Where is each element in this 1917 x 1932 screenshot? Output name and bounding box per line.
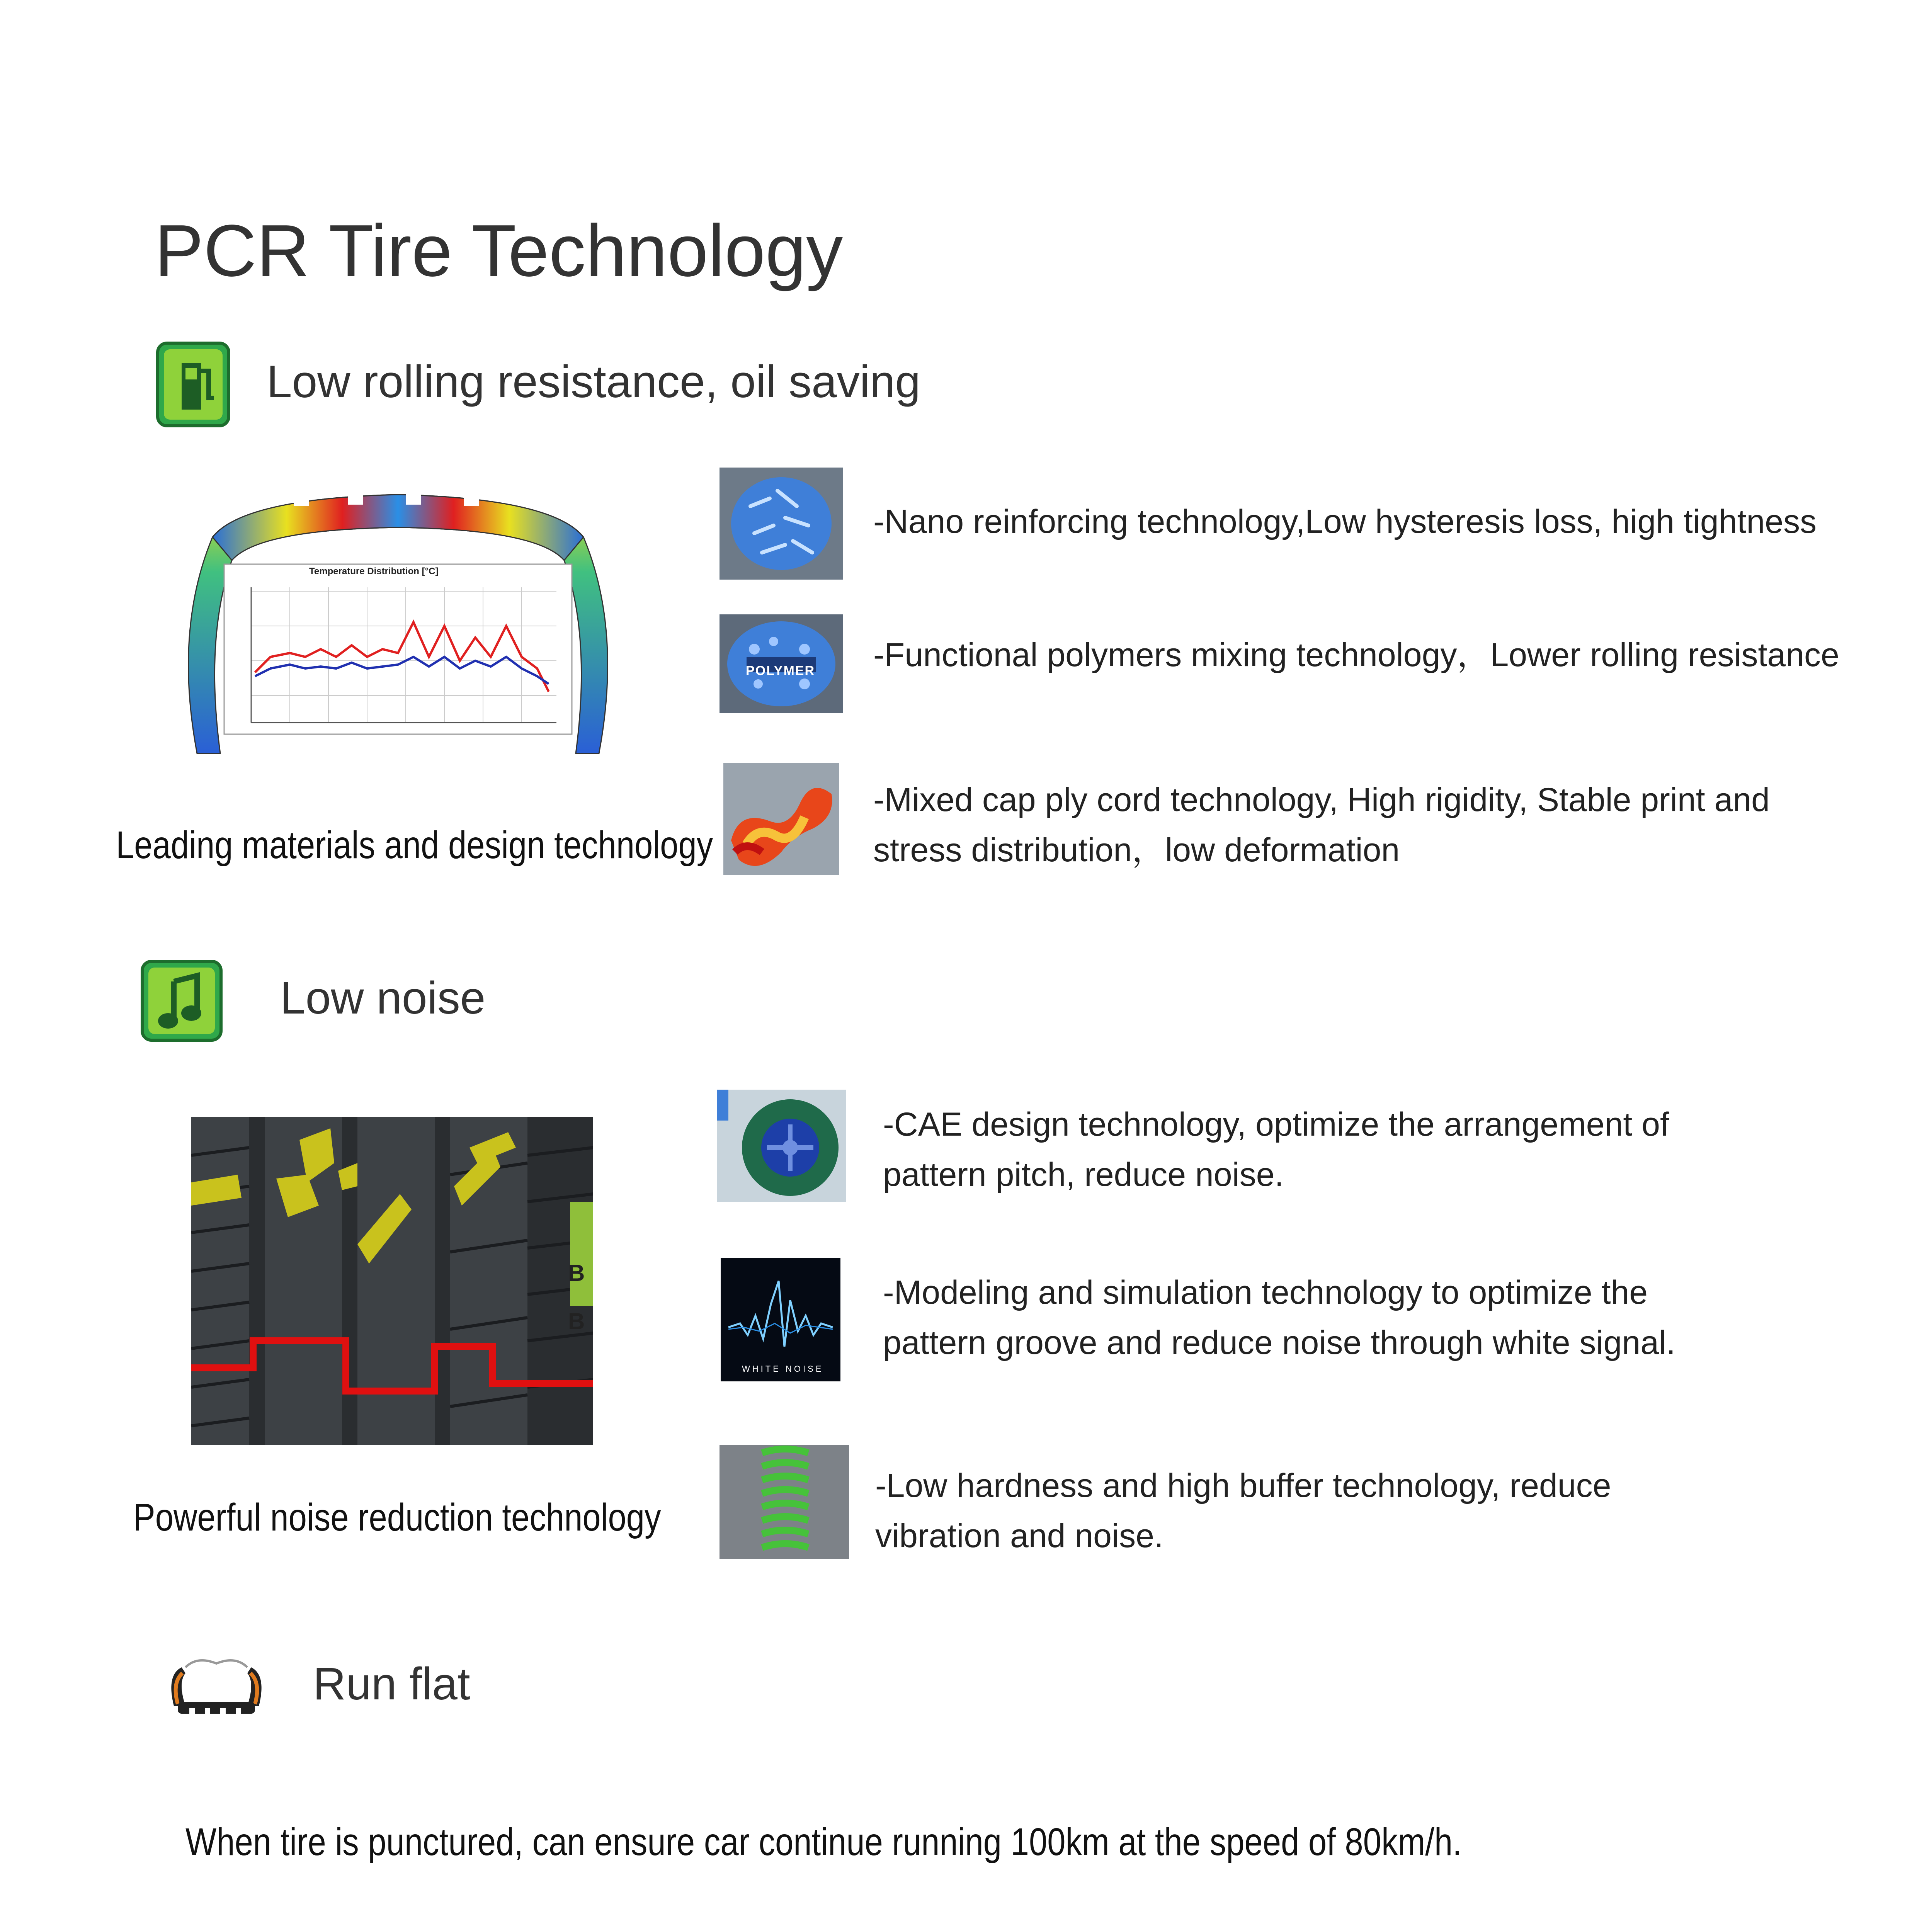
polymer-label: POLYMER <box>746 663 815 678</box>
feature-text: -Modeling and simulation technology to optimize the pattern groove and reduce noise through white signal. <box>883 1274 1676 1361</box>
fuel-pump-icon <box>155 340 232 429</box>
feature-text: -Nano reinforcing technology,Low hysteresis loss, high tightness <box>873 503 1817 540</box>
white-noise-image <box>721 1258 840 1381</box>
section-title-rolling: Low rolling resistance, oil saving <box>267 356 921 407</box>
section-title-runflat: Run flat <box>313 1658 470 1709</box>
feature-text: -Low hardness and high buffer technology, reduce vibration and noise. <box>875 1467 1611 1554</box>
feature-text: -Functional polymers mixing technology，Lower rolling resistance <box>873 636 1839 673</box>
music-note-icon <box>139 958 224 1043</box>
cae-wheel-image <box>717 1090 846 1202</box>
caption-rolling: Leading materials and design technology <box>116 823 713 867</box>
runflat-description: When tire is punctured, can ensure car continue running 100km at the speed of 80km/h. <box>185 1820 1462 1864</box>
caption-noise: Powerful noise reduction technology <box>133 1496 661 1539</box>
tire-section-icon <box>162 1652 270 1719</box>
spring-image <box>720 1445 849 1559</box>
nano-particles-image <box>720 468 843 580</box>
page-title: PCR Tire Technology <box>155 210 843 292</box>
tread-label-b2: B <box>568 1308 585 1334</box>
feature-text: -CAE design technology, optimize the arrangement of pattern pitch, reduce noise. <box>883 1106 1669 1193</box>
tread-label-b1: B <box>568 1260 585 1286</box>
white-noise-label: WHITE NOISE <box>742 1364 824 1374</box>
cap-ply-simulation-image <box>723 763 839 875</box>
tread-pattern-image <box>191 1117 593 1445</box>
section-title-noise: Low noise <box>280 973 486 1024</box>
feature-text: -Mixed cap ply cord technology, High rigidity, Stable print and stress distribution，low deformation <box>873 781 1770 869</box>
chart-title: Temperature Distribution [°C] <box>309 566 439 577</box>
tire-heatmap-image <box>166 475 630 796</box>
